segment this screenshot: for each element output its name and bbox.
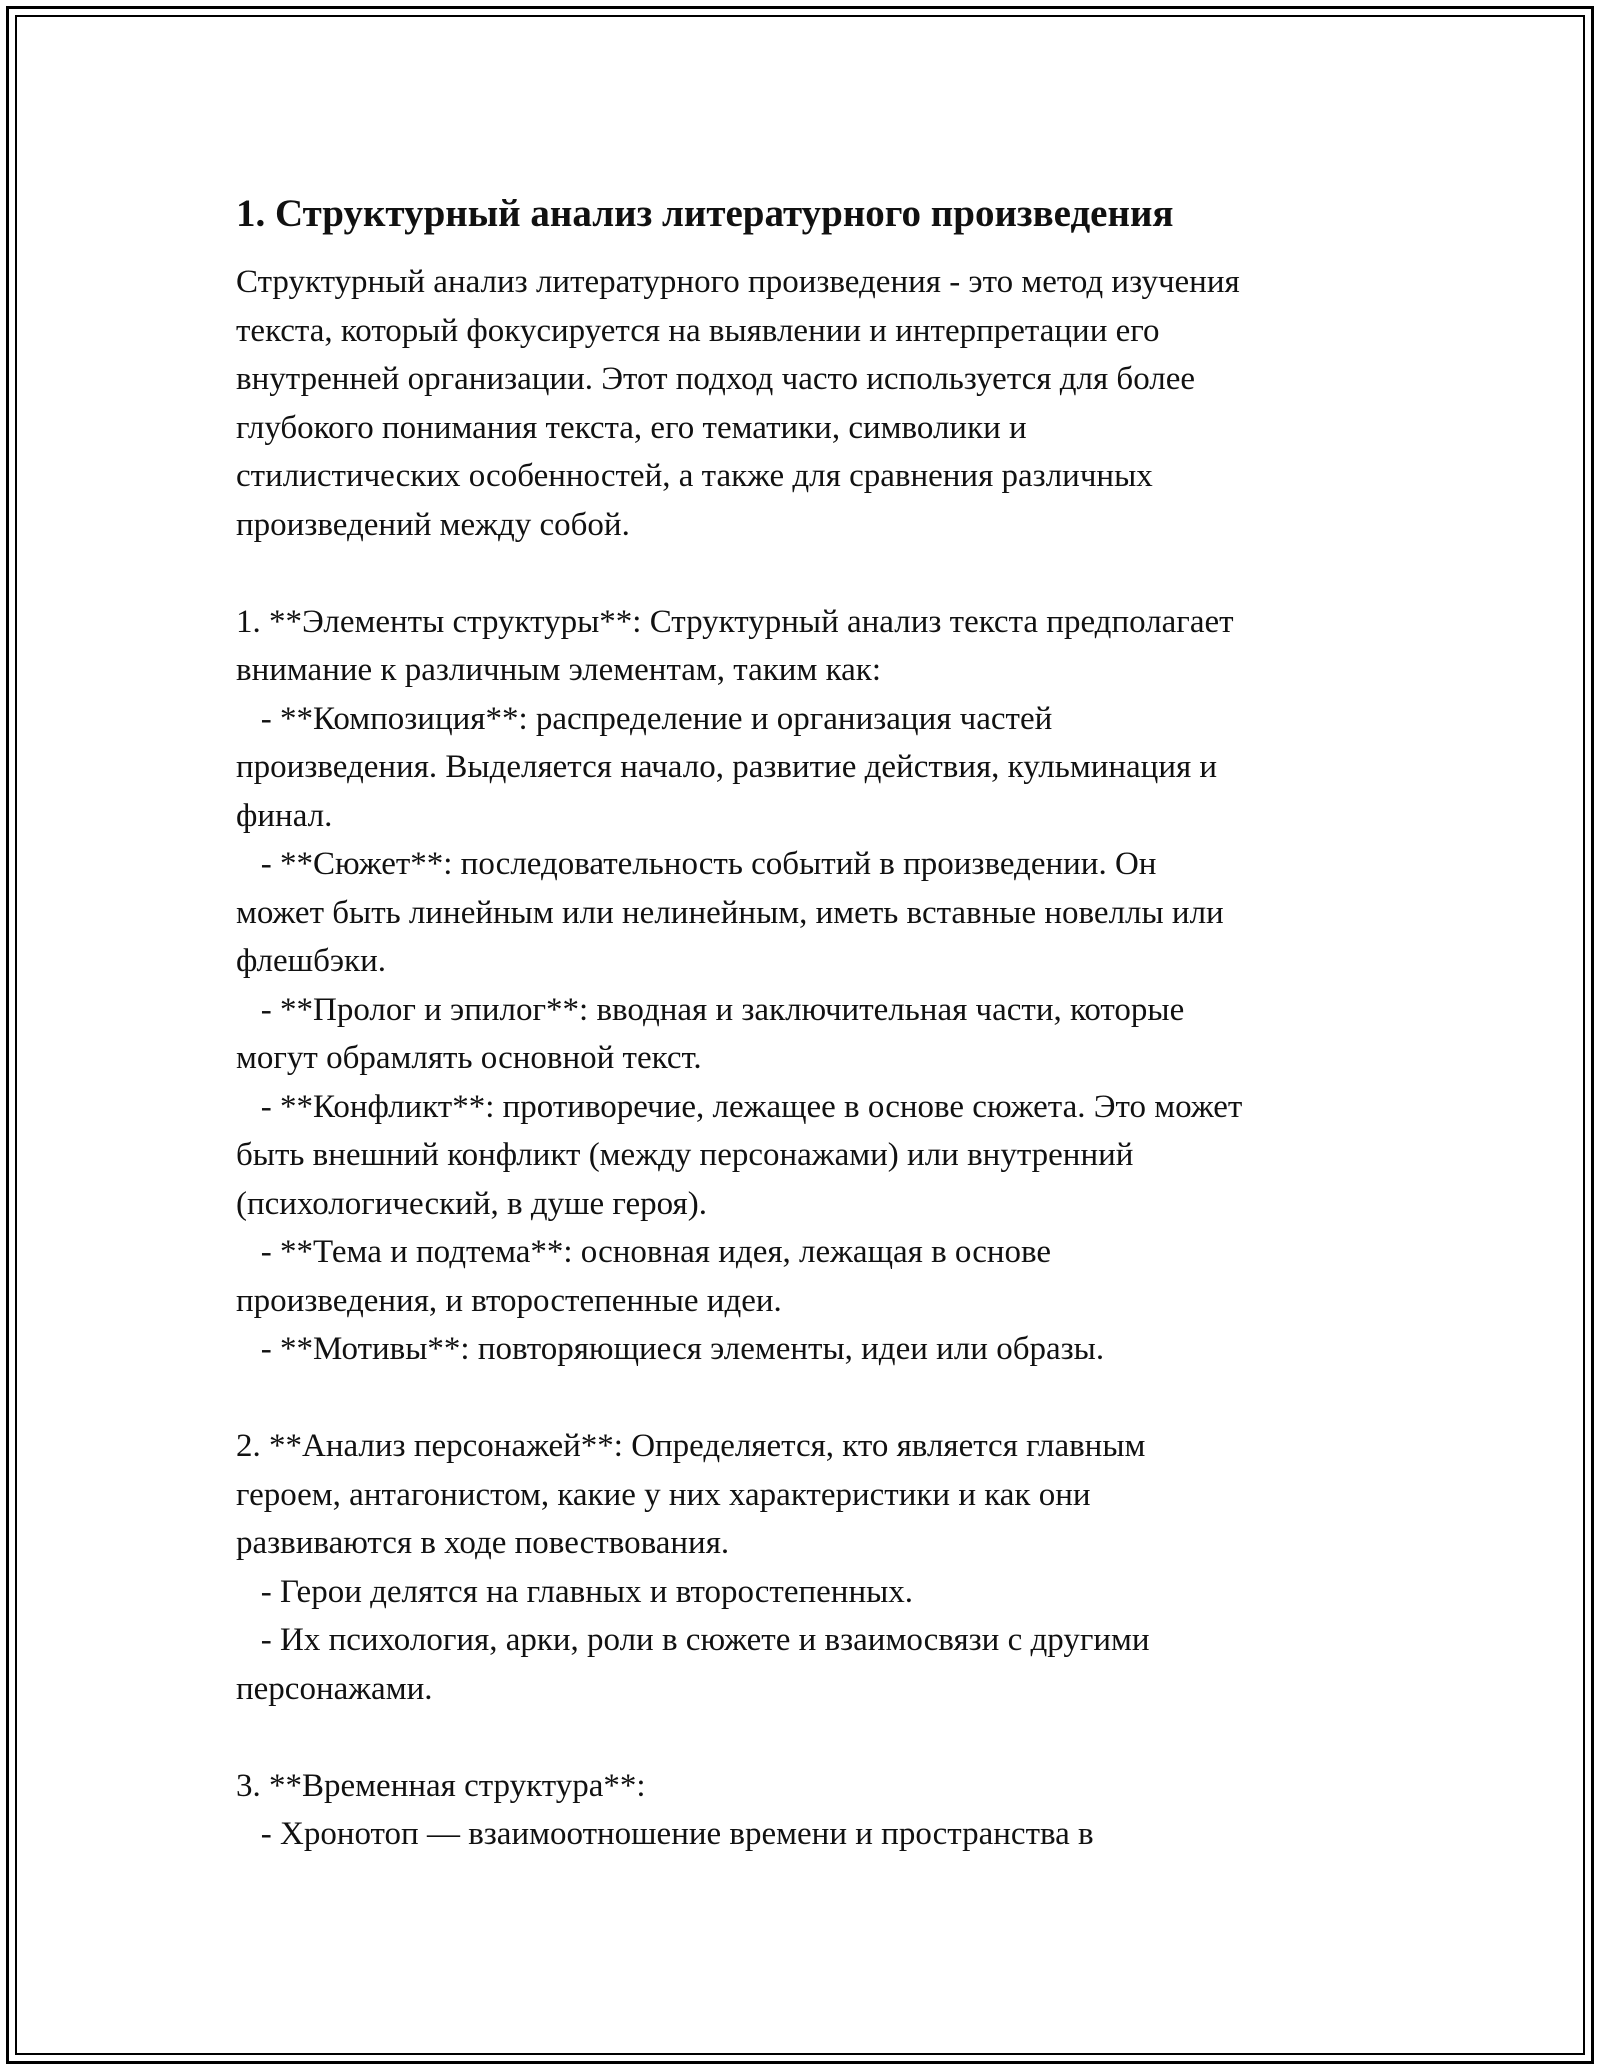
text-line: персонажами. xyxy=(236,1670,433,1707)
text-line: - Хронотоп — взаимоотношение времени и пространства в xyxy=(236,1816,1094,1852)
text-line: произведений между собой. xyxy=(236,506,630,543)
text-line: - **Мотивы**: повторяющиеся элементы, идеи или образы. xyxy=(236,1331,1105,1367)
text-line: 3. **Временная структура**: xyxy=(236,1767,646,1804)
text-line: 2. **Анализ персонажей**: Определяется, кто является главным xyxy=(236,1428,1146,1464)
text-line: внутренней организации. Этот подход часто используется для более xyxy=(236,361,1196,397)
text-line: - Их психология, арки, роли в сюжете и взаимосвязи с другими xyxy=(236,1622,1150,1658)
text-line: - **Конфликт**: противоречие, лежащее в основе сюжета. Это может xyxy=(236,1088,1243,1125)
text-line: быть внешний конфликт (между персонажами) или внутренний xyxy=(236,1137,1134,1173)
blank-line xyxy=(236,1374,1396,1423)
document-body xyxy=(236,258,1396,1859)
text-line: - **Тема и подтема**: основная идея, лежащая в основе xyxy=(236,1234,1052,1270)
text-line: стилистических особенностей, а также для сравнения различных xyxy=(236,458,1153,494)
text-line: - **Пролог и эпилог**: вводная и заключительная части, которые xyxy=(236,991,1185,1028)
document-content xyxy=(236,188,1396,1859)
text-line: (психологический, в душе героя). xyxy=(236,1185,707,1222)
text-line: финал. xyxy=(236,797,333,834)
blank-line xyxy=(236,549,1396,598)
text-line: 1. **Элементы структуры**: Структурный анализ текста предполагает xyxy=(236,603,1234,640)
text-line: - Герои делятся на главных и второстепенных. xyxy=(236,1573,914,1610)
text-line: произведения. Выделяется начало, развитие действия, кульминация и xyxy=(236,749,1218,785)
blank-line xyxy=(236,1713,1396,1762)
text-line: может быть линейным или нелинейным, иметь вставные новеллы или xyxy=(236,894,1224,931)
text-line: внимание к различным элементам, таким как: xyxy=(236,652,881,688)
text-line: произведения, и второстепенные идеи. xyxy=(236,1282,782,1319)
text-line: - **Композиция**: распределение и организация частей xyxy=(236,700,1053,737)
text-line: флешбэки. xyxy=(236,943,386,979)
text-line: героем, антагонистом, какие у них характеристики и как они xyxy=(236,1476,1091,1513)
text-line: глубокого понимания текста, его тематики, символики и xyxy=(236,409,1027,446)
document-title: 1. Структурный анализ литературного произведения xyxy=(236,192,1174,235)
text-line: развиваются в ходе повествования. xyxy=(236,1525,730,1561)
text-line: - **Сюжет**: последовательность событий в произведении. Он xyxy=(236,846,1157,882)
text-line: текста, который фокусируется на выявлении и интерпретации его xyxy=(236,312,1160,349)
text-line: могут обрамлять основной текст. xyxy=(236,1040,702,1076)
text-line: Структурный анализ литературного произведения - это метод изучения xyxy=(236,264,1240,300)
